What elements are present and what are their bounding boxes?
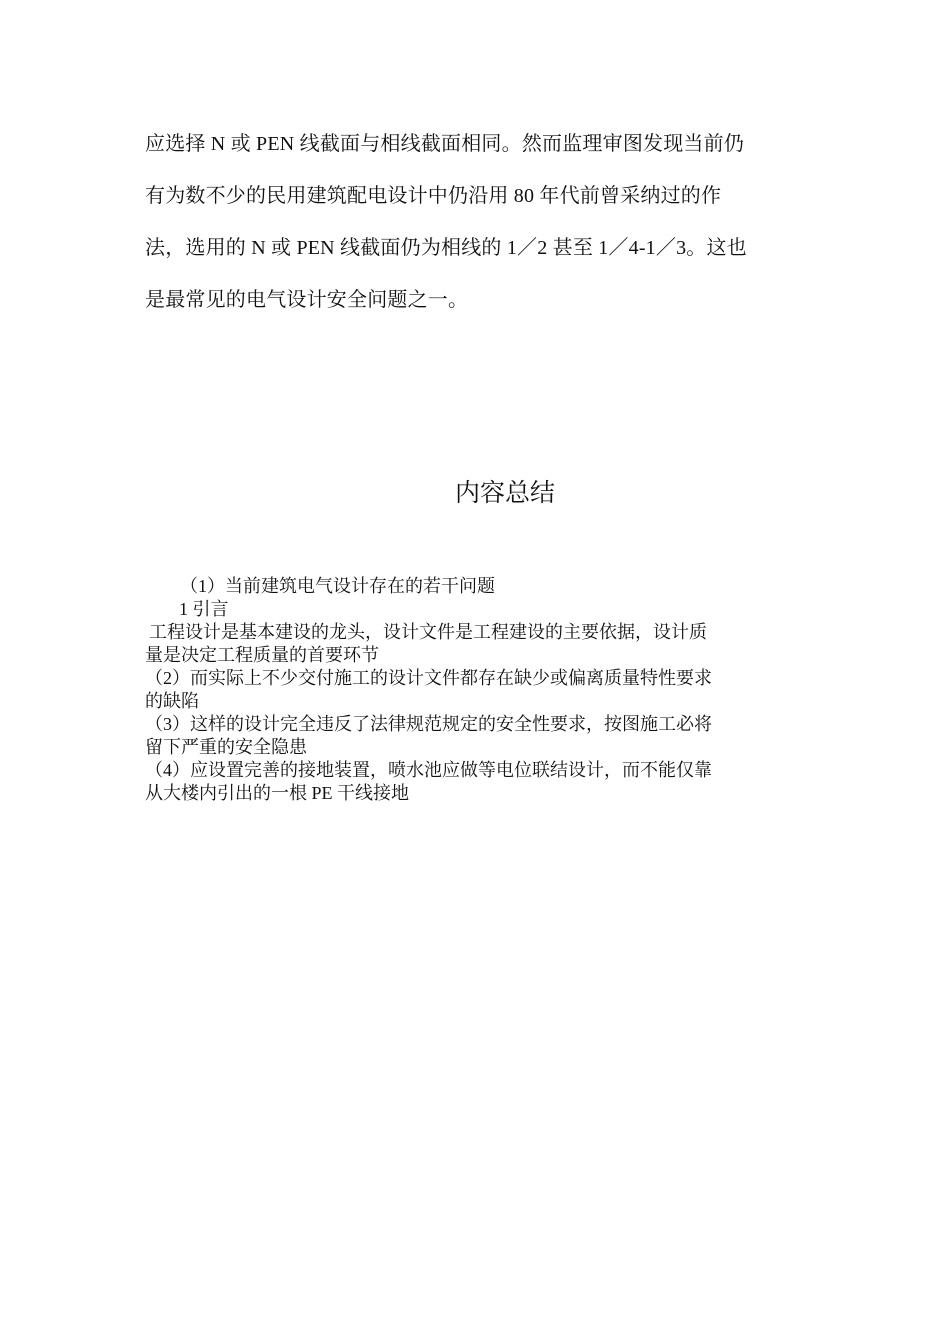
body-line: 法，选用的 N 或 PEN 线截面仍为相线的 1／2 甚至 1／4-1／3。这也 xyxy=(145,237,747,259)
summary-line: 留下严重的安全隐患 xyxy=(145,737,307,757)
summary-list xyxy=(145,575,810,805)
summary-line: 工程设计是基本建设的龙头，设计文件是工程建设的主要依据，设计质 xyxy=(149,622,707,642)
body-line: 应选择 N 或 PEN 线截面与相线截面相同。然而监理审图发现当前仍 xyxy=(145,133,745,155)
summary-line: 1 引言 xyxy=(179,599,229,619)
body-line: 是最常见的电气设计安全问题之一。 xyxy=(145,289,469,311)
summary-line: （3）这样的设计完全违反了法律规范规定的安全性要求，按图施工必将 xyxy=(145,714,712,734)
summary-title: 内容总结 xyxy=(454,480,555,507)
summary-line: （4）应设置完善的接地装置，喷水池应做等电位联结设计，而不能仅靠 xyxy=(145,760,712,780)
summary-line: （2）而实际上不少交付施工的设计文件都存在缺少或偏离质量特性要求 xyxy=(145,668,712,688)
summary-line: 从大楼内引出的一根 PE 干线接地 xyxy=(145,783,410,803)
body-line: 有为数不少的民用建筑配电设计中仍沿用 80 年代前曾采纳过的作 xyxy=(145,185,722,207)
summary-line: （1）当前建筑电气设计存在的若干问题 xyxy=(180,576,495,596)
summary-line: 的缺陷 xyxy=(145,691,199,711)
body-paragraph xyxy=(145,118,805,326)
summary-line: 量是决定工程质量的首要环节 xyxy=(145,645,379,665)
